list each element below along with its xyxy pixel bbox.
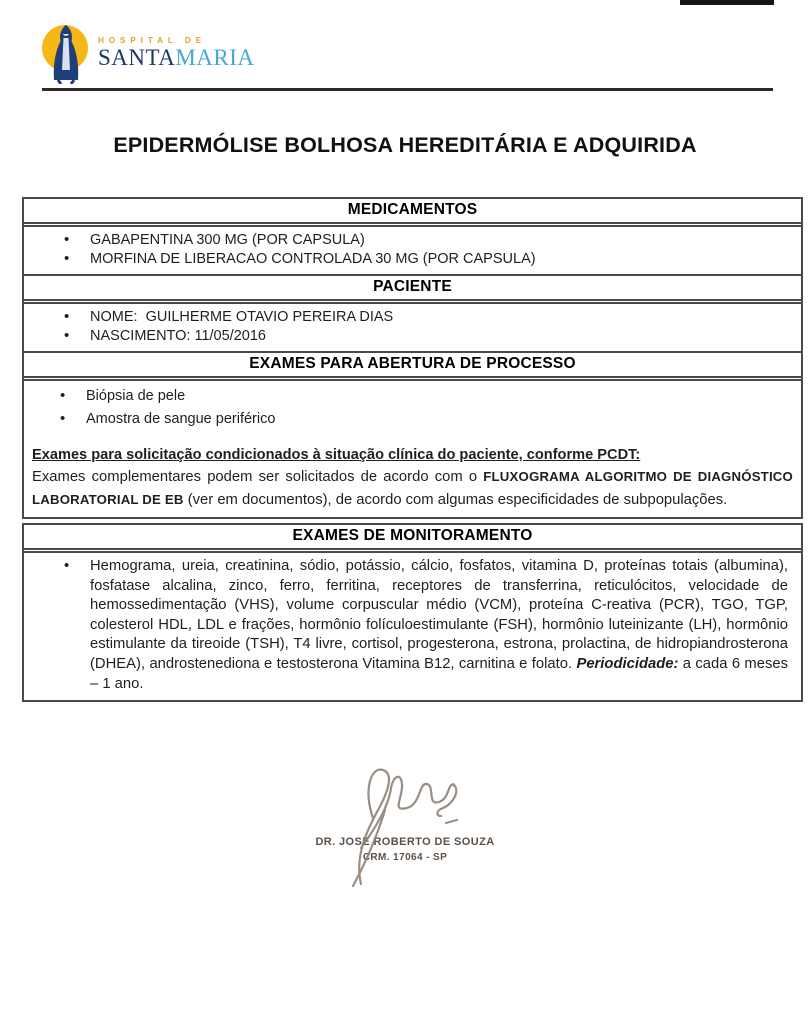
section-paciente xyxy=(22,274,803,354)
section-paciente-header: PACIENTE xyxy=(24,276,801,301)
conditional-exams-paragraph xyxy=(32,466,793,511)
periodicity-value: a cada 6 meses – 1 ano. xyxy=(90,655,788,692)
patient-birthdate-item: • NASCIMENTO: 11/05/2016 xyxy=(36,327,789,346)
top-right-redaction-bar xyxy=(680,0,774,5)
signature-scribble xyxy=(325,760,475,890)
logo-santamaria xyxy=(98,46,255,70)
logo-text xyxy=(98,36,255,70)
exam-item: • Amostra de sangue periférico xyxy=(32,408,793,431)
doctor-name: DR. JOSE ROBERTO DE SOUZA xyxy=(315,836,495,848)
section-medicamentos xyxy=(22,197,803,277)
patient-name-item: • NOME: GUILHERME OTAVIO PEREIRA DIAS xyxy=(36,308,789,327)
section-exames-abertura-header: EXAMES PARA ABERTURA DE PROCESSO xyxy=(24,353,801,378)
section-medicamentos-body xyxy=(24,225,801,275)
periodicity-label: Periodicidade: xyxy=(576,655,679,672)
section-exames-monitoramento-header: EXAMES DE MONITORAMENTO xyxy=(24,525,801,550)
section-exames-monitoramento-body xyxy=(24,551,801,700)
section-exames-abertura-body xyxy=(24,379,801,517)
exam-item: • Biópsia de pele xyxy=(32,385,793,408)
section-medicamentos-header: MEDICAMENTOS xyxy=(24,199,801,224)
document-title: EPIDERMÓLISE BOLHOSA HEREDITÁRIA E ADQUIRIDA xyxy=(113,133,697,157)
section-exames-abertura xyxy=(22,351,803,519)
medication-item: • MORFINA DE LIBERACAO CONTROLADA 30 MG (POR CAPSULA) xyxy=(36,250,789,269)
section-paciente-body xyxy=(24,302,801,352)
note-text: (ver em documentos), de acordo com algumas especificidades de subpopulações. xyxy=(183,491,728,508)
hospital-logo xyxy=(42,22,342,84)
doctor-crm: CRM. 17064 - SP xyxy=(362,852,448,863)
monitoring-exams-list: Hemograma, ureia, creatinina, sódio, potássio, cálcio, fosfatos, vitamina D, proteínas totais (albumina), fosfatase alcalina, zinco, ferro, ferritina, receptores de transferrina, reticulócitos, velocidade de hemossedimentação (VHS), volume corpuscular médio (VCM), proteína C-reativa (PCR), TGO, TGP, colesterol HDL, LDL e frações, hormônio folículoestimulante (FSH), hormônio luteinizante (LH), hormônio estimulante da tireoide (TSH), T4 livre, cortisol, progesterona, estrona, prolactina, de hidropiandrosterona (DHEA), androstenediona e testosterona Vitamina B12, carnitina e folato. xyxy=(90,558,788,672)
note-text: Exames complementares podem ser solicitados de acordo com o xyxy=(32,469,484,485)
monitoring-exams-paragraph xyxy=(36,557,789,694)
section-exames-monitoramento xyxy=(22,523,803,702)
logo-santa: SANTA xyxy=(98,45,176,70)
conditional-exams-heading: Exames para solicitação condicionados à situação clínica do paciente, conforme PCDT: xyxy=(32,447,641,463)
logo-hospital-de: HOSPITAL DE xyxy=(98,36,207,45)
logo-maria: MARIA xyxy=(175,45,255,70)
medication-item: • GABAPENTINA 300 MG (POR CAPSULA) xyxy=(36,231,789,250)
header-divider-rule xyxy=(42,88,773,91)
flowchart-reference-text: FLUXOGRAMA ALGORITMO DE DIAGNÓSTICO LABORATORIAL DE EB xyxy=(32,469,793,507)
saint-mary-icon xyxy=(48,22,84,84)
